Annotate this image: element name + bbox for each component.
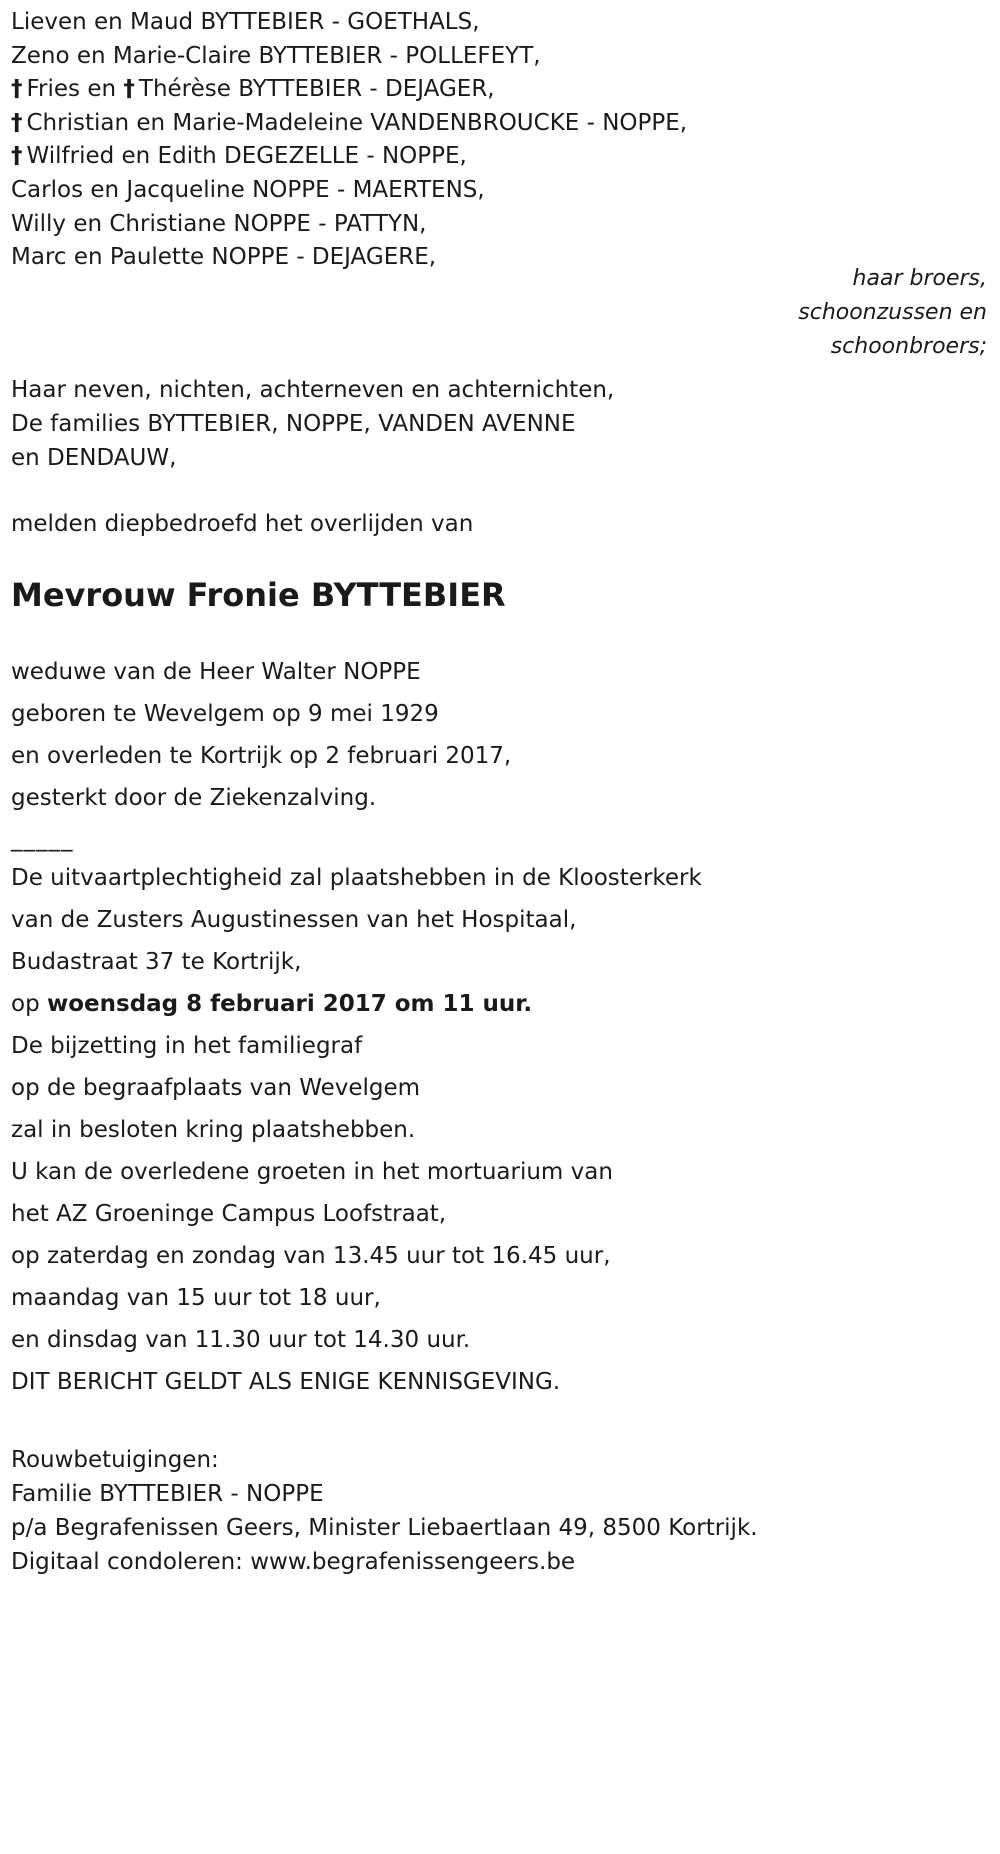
extended-family-line: Haar neven, nichten, achterneven en achternichten, — [11, 376, 615, 403]
obituary-notice — [11, 6, 991, 1580]
relation-label — [587, 262, 987, 364]
ceremony-line: van de Zusters Augustinessen van het Hospitaal, — [11, 906, 577, 933]
info-line: zal in besloten kring plaatshebben. — [11, 1116, 416, 1143]
family-line: † Christian en Marie-Madeleine VANDENBROUCKE - NOPPE, — [11, 109, 688, 136]
info-line: op zaterdag en zondag van 13.45 uur tot 16.45 uur, — [11, 1242, 611, 1269]
bio-line: weduwe van de Heer Walter NOPPE — [11, 658, 421, 685]
cross-icon: † — [11, 76, 23, 103]
info-line: U kan de overledene groeten in het mortuarium van — [11, 1158, 613, 1185]
relation-line: schoonzussen en — [798, 300, 987, 325]
bio-line: en overleden te Kortrijk op 2 februari 2017, — [11, 742, 512, 769]
info-line: De bijzetting in het familiegraf — [11, 1032, 363, 1059]
info-line: DIT BERICHT GELDT ALS ENIGE KENNISGEVING. — [11, 1368, 561, 1395]
announcement: melden diepbedroefd het overlijden van — [11, 510, 474, 537]
cross-icon: † — [11, 143, 23, 170]
footer-line: Rouwbetuigingen: — [11, 1446, 219, 1473]
cross-icon: † — [123, 76, 135, 103]
ceremony-line: De uitvaartplechtigheid zal plaatshebben in de Kloosterkerk — [11, 864, 702, 891]
extended-family-line: en DENDAUW, — [11, 444, 177, 471]
family-list — [11, 6, 991, 275]
family-line: Willy en Christiane NOPPE - PATTYN, — [11, 210, 427, 237]
info-line: het AZ Groeninge Campus Loofstraat, — [11, 1200, 447, 1227]
info-line: maandag van 15 uur tot 18 uur, — [11, 1284, 381, 1311]
bio-line: gesterkt door de Ziekenzalving. — [11, 784, 377, 811]
info-line: en dinsdag van 11.30 uur tot 14.30 uur. — [11, 1326, 471, 1353]
extended-family-line: De families BYTTEBIER, NOPPE, VANDEN AVENNE — [11, 410, 576, 437]
cross-icon: † — [11, 109, 23, 136]
ceremony-line: Budastraat 37 te Kortrijk, — [11, 948, 302, 975]
relation-line: haar broers, — [852, 266, 987, 291]
footer-line: p/a Begrafenissen Geers, Minister Liebaertlaan 49, 8500 Kortrijk. — [11, 1515, 758, 1542]
footer-line: Digitaal condoleren: www.begrafenissengeers.be — [11, 1549, 576, 1576]
extended-family — [11, 373, 991, 475]
family-line: † Wilfried en Edith DEGEZELLE - NOPPE, — [11, 143, 467, 170]
bio-line: geboren te Wevelgem op 9 mei 1929 — [11, 700, 439, 727]
footer-line: Familie BYTTEBIER - NOPPE — [11, 1480, 324, 1507]
deceased-name: Mevrouw Fronie BYTTEBIER — [11, 575, 506, 614]
separator: _____ — [11, 825, 74, 852]
details — [11, 651, 991, 1403]
ceremony-date: op woensdag 8 februari 2017 om 11 uur. — [11, 990, 533, 1017]
family-line: † Fries en † Thérèse BYTTEBIER - DEJAGER, — [11, 76, 495, 103]
family-line: Lieven en Maud BYTTEBIER - GOETHALS, — [11, 9, 480, 35]
family-line: Marc en Paulette NOPPE - DEJAGERE, — [11, 244, 437, 271]
info-line: op de begraafplaats van Wevelgem — [11, 1074, 421, 1101]
footer — [11, 1443, 991, 1580]
relation-line: schoonbroers; — [830, 334, 987, 359]
family-line: Zeno en Marie-Claire BYTTEBIER - POLLEFEYT, — [11, 42, 541, 69]
family-line: Carlos en Jacqueline NOPPE - MAERTENS, — [11, 176, 485, 203]
